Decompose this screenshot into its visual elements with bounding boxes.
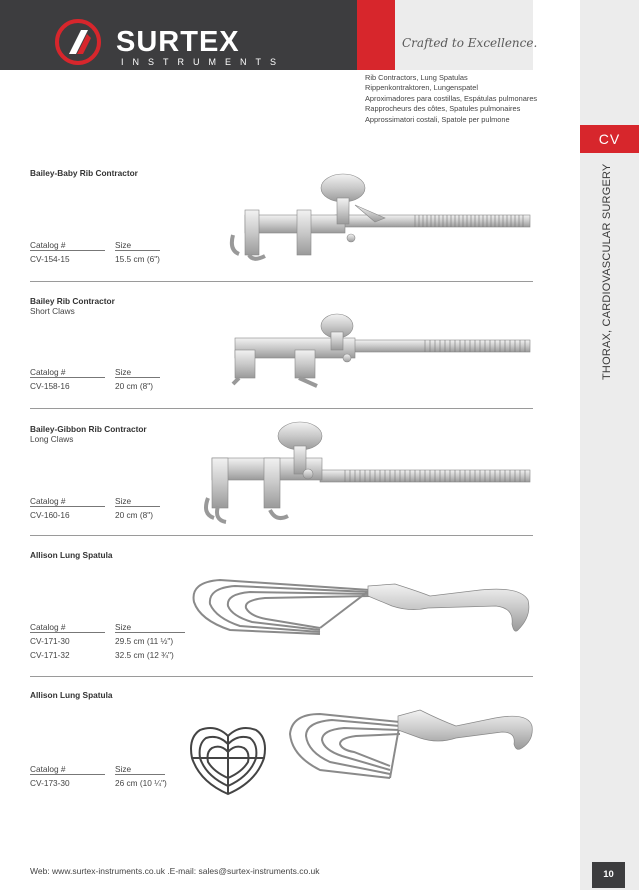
section-divider [30,676,533,677]
catalog-header: Catalog # [30,496,66,506]
size-value: 29.5 cm (11 ½") [115,636,174,646]
footer-contact: Web: www.surtex-instruments.co.uk .E-mail: sales@surtex-instruments.co.uk [30,866,320,876]
intro-line: Aproximadores para costillas, Espátulas pulmonares [365,93,538,103]
header-underline [30,632,105,633]
header-underline [115,774,165,775]
header-grey-band [395,0,533,70]
size-value: 15.5 cm (6") [115,254,160,264]
product-title: Bailey-Baby Rib Contractor [30,168,138,178]
size-value: 20 cm (8") [115,381,153,391]
rib-contractor-image [200,418,535,528]
header-underline [115,506,160,507]
header-underline [30,774,105,775]
catalog-number: CV-160-16 [30,510,70,520]
product-subtitle: Long Claws [30,434,74,444]
section-vertical-label: THORAX, CARDIOVASCULAR SURGERY [601,163,613,380]
size-header: Size [115,764,132,774]
spatula-end-view-image [186,720,270,800]
brand-subtitle: INSTRUMENTS [121,57,285,67]
header-underline [115,250,160,251]
lung-spatula-image [280,700,535,790]
header-red-band [357,0,395,70]
header-underline [115,377,160,378]
size-header: Size [115,496,132,506]
header-underline [30,377,105,378]
rib-contractor-image [225,300,535,390]
catalog-header: Catalog # [30,367,66,377]
size-value: 26 cm (10 ¼") [115,778,167,788]
intro-line: Rapprocheurs des côtes, Spatules pulmonaires [365,104,521,114]
page-number: 10 [592,862,625,888]
brand-name: SURTEX [116,26,240,58]
product-subtitle: Short Claws [30,306,75,316]
section-divider [30,535,533,536]
intro-text [365,73,575,125]
rib-contractor-image [225,170,535,265]
catalog-number: CV-158-16 [30,381,70,391]
catalog-header: Catalog # [30,764,66,774]
product-title: Allison Lung Spatula [30,550,113,560]
header-underline [30,506,105,507]
tagline: Crafted to Excellence. [402,36,538,50]
header-underline [115,632,185,633]
surtex-logo-icon [55,19,101,65]
intro-line: Rippenkontraktoren, Lungenspatel [365,83,478,93]
product-title: Bailey Rib Contractor [30,296,115,306]
size-value: 20 cm (8") [115,510,153,520]
section-tab: CV [580,125,639,153]
section-divider [30,408,533,409]
size-header: Size [115,622,132,632]
lung-spatula-image [180,572,535,642]
size-header: Size [115,367,132,377]
header-underline [30,250,105,251]
size-value: 32.5 cm (12 ¾") [115,650,174,660]
section-divider [30,281,533,282]
size-header: Size [115,240,132,250]
catalog-number: CV-171-30 [30,636,70,646]
catalog-number: CV-173-30 [30,778,70,788]
intro-line: Rib Contractors, Lung Spatulas [365,73,468,82]
product-title: Bailey-Gibbon Rib Contractor [30,424,147,434]
product-title: Allison Lung Spatula [30,690,113,700]
catalog-header: Catalog # [30,622,66,632]
catalog-header: Catalog # [30,240,66,250]
catalog-number: CV-171-32 [30,650,70,660]
intro-line: Approssimatori costali, Spatole per pulmone [365,114,510,124]
catalog-number: CV-154-15 [30,254,70,264]
